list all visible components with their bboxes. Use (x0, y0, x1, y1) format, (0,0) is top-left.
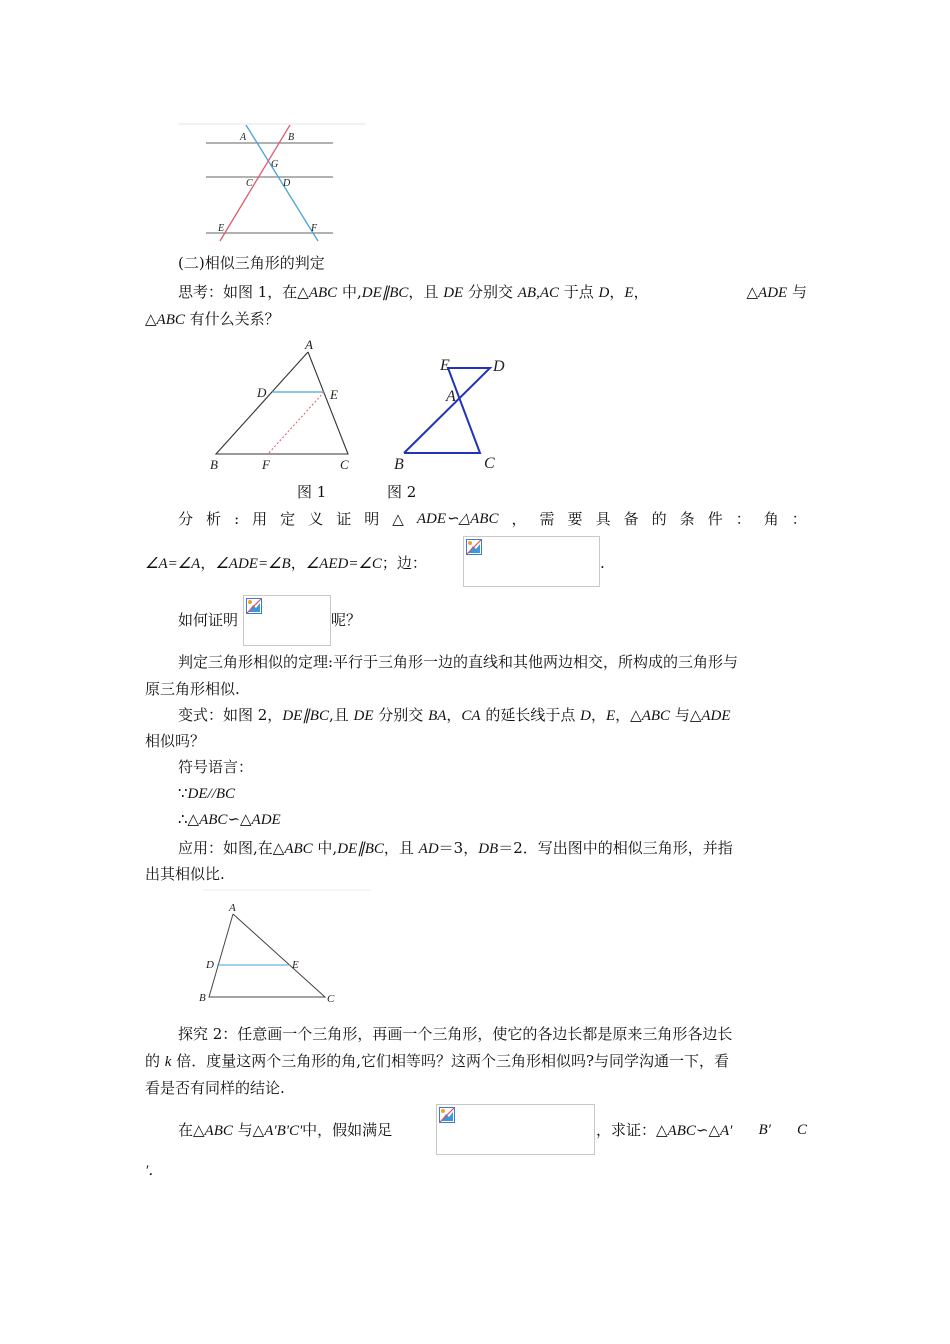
label-d: D (283, 178, 291, 189)
figure-1-caption: 图 1 (297, 483, 327, 501)
analysis-line-1 (178, 509, 807, 529)
theorem-line-1: 判定三角形相似的定理:平行于三角形一边的直线和其他两边相交，所构成的三角形与 (178, 653, 739, 671)
image-placeholder-condition (436, 1104, 595, 1155)
analysis-word: 分 (178, 510, 194, 528)
analysis-word: 件 (707, 510, 723, 528)
analysis-word: 的 (651, 510, 667, 528)
parallel-lines-figure (178, 123, 368, 245)
figure-1-triangle (200, 335, 370, 475)
fig3-label-d: D (206, 959, 214, 971)
fig1-label-a: A (305, 337, 313, 352)
analysis-word: 备 (623, 510, 639, 528)
analysis-word: 角 (763, 510, 779, 528)
label-a: A (240, 132, 247, 143)
analysis-word: 用 (252, 510, 268, 528)
analysis-period: . (600, 554, 605, 572)
fig2-label-e: E (440, 357, 450, 374)
analysis-word: 条 (679, 510, 695, 528)
figure-2-caption: 图 2 (387, 483, 417, 501)
label-b: B (288, 132, 295, 143)
analysis-word: 要 (567, 510, 583, 528)
fig1-label-e: E (330, 387, 338, 402)
label-e: E (218, 223, 225, 234)
fig3-label-a: A (229, 902, 236, 914)
broken-image-icon (439, 1107, 455, 1123)
think-line-1: 思考：如图 1，在△ABC 中,DE∥BC，且 DE 分别交 AB,AC 于点 D，E， △ADE 与 (178, 283, 807, 301)
broken-image-icon (246, 598, 262, 614)
red-transversal (220, 125, 290, 241)
fig1-label-f: F (262, 457, 270, 472)
analysis-word: ： (735, 510, 751, 528)
fig2-label-a: A (446, 388, 456, 405)
fig2-label-d: D (493, 358, 505, 375)
final-line-end: ，求证：△ABC∽△A′ B′ C (596, 1121, 807, 1139)
fig1-label-d: D (257, 385, 267, 400)
analysis-word: 证 (336, 510, 352, 528)
analysis-word: 明 (364, 510, 380, 528)
analysis-word: ， (511, 510, 527, 528)
section-title: (二)相似三角形的判定 (178, 254, 325, 272)
image-placeholder-how-prove (243, 595, 331, 646)
label-g: G (271, 159, 279, 170)
analysis-word: 定 (280, 510, 296, 528)
analysis-line-2: ∠A=∠A，∠ADE=∠B，∠AED=∠C；边： (145, 554, 427, 572)
segment-ef-dashed (268, 392, 324, 454)
symbol-line-1: ∵DE//BC (178, 784, 236, 802)
application-line-2: 出其相似比. (145, 865, 225, 883)
final-line-start: 在△ABC 与△A'B'C'中，假如满足 (178, 1121, 393, 1139)
fig3-label-e: E (292, 959, 299, 971)
label-f: F (311, 223, 318, 234)
fig3-label-b: B (199, 992, 206, 1004)
symbol-line-2: ∴△ABC∽△ADE (178, 810, 281, 828)
image-placeholder-sides (463, 536, 600, 587)
symbol-title: 符号语言： (178, 758, 254, 776)
variant-line-1: 变式：如图 2，DE∥BC,且 DE 分别交 BA，CA 的延长线于点 D，E，△ABC 与△ADE (178, 706, 731, 724)
analysis-word: 析 (206, 510, 222, 528)
explore-line-3: 看是否有同样的结论. (145, 1079, 285, 1097)
label-c: C (246, 178, 253, 189)
analysis-word: 具 (595, 510, 611, 528)
explore-line-1: 探究 2：任意画一个三角形，再画一个三角形，使它的各边长都是原来三角形各边长 (178, 1025, 733, 1043)
analysis-word: : (234, 510, 240, 528)
variant-line-2: 相似吗？ (145, 732, 206, 750)
analysis-word: △ (392, 510, 404, 528)
fig3-label-c: C (327, 993, 335, 1005)
fig1-label-c: C (340, 457, 349, 472)
application-line-1: 应用：如图,在△ABC 中,DE∥BC，且 AD＝3，DB＝2．写出图中的相似三角形，并指 (178, 839, 733, 857)
how-prove-suffix: 呢？ (331, 611, 362, 629)
analysis-word: ADE∽△ABC (416, 511, 499, 527)
theorem-line-2: 原三角形相似. (145, 680, 240, 698)
application-triangle-figure (195, 887, 375, 1007)
blue-transversal (246, 125, 318, 241)
think-line-2: △ABC 有什么关系？ (145, 310, 280, 328)
fig2-label-b: B (394, 456, 404, 473)
how-prove-text: 如何证明 (178, 611, 239, 629)
analysis-word: ： (791, 510, 807, 528)
figure-2-hourglass (390, 350, 520, 475)
broken-image-icon (466, 539, 482, 555)
analysis-word: 需 (539, 510, 555, 528)
analysis-word: 义 (308, 510, 324, 528)
explore-line-2: 的 k 倍．度量这两个三角形的角,它们相等吗？这两个三角形相似吗?与同学沟通一下，看 (145, 1052, 730, 1070)
final-line-2: ′． (145, 1163, 164, 1179)
fig2-label-c: C (484, 455, 495, 472)
fig1-label-b: B (210, 457, 218, 472)
